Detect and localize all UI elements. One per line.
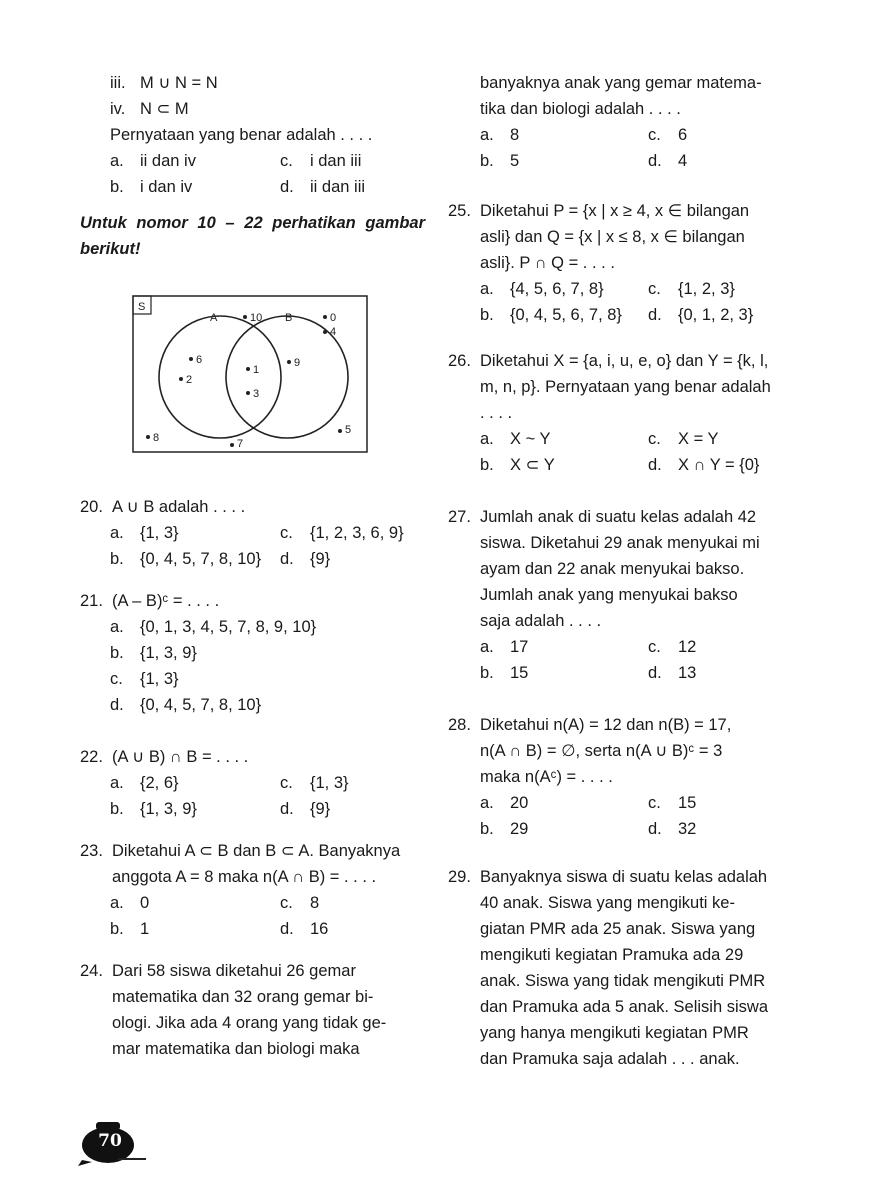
element-9: 9 (294, 357, 301, 369)
set-a-label: A (210, 312, 218, 324)
q19-options-bd: b. i dan iv d. ii dan iii (110, 178, 366, 196)
element-6: 6 (196, 354, 203, 366)
q20-options-bd: b. {0, 4, 5, 7, 8, 10} d. {9} (110, 550, 331, 568)
q26-stem-3: . . . . (480, 404, 513, 422)
q22-options-bd: b. {1, 3, 9} d. {9} (110, 800, 331, 818)
q26-options-bd: b. X ⊂ Y d. X ∩ Y = {0} (480, 456, 760, 474)
q26-options-ac: a. X ~ Y c. X = Y (480, 430, 719, 448)
q25-stem-3: asli}. P ∩ Q = . . . . (480, 254, 615, 272)
q24-stem-6: tika dan biologi adalah . . . . (480, 100, 681, 118)
q27-stem-1: 27. Jumlah anak di suatu kelas adalah 42 (448, 508, 757, 526)
q28-stem-3: maka n(Aᶜ) = . . . . (480, 768, 613, 786)
q29-stem-8: dan Pramuka saja adalah . . . anak. (480, 1050, 740, 1068)
q24-options-bd: b. 5 d. 4 (480, 152, 688, 170)
q20-options-ac: a. {1, 3} c. {1, 2, 3, 6, 9} (110, 524, 404, 542)
q19-prompt: Pernyataan yang benar adalah . . . . (110, 126, 373, 144)
left-column-lower (80, 494, 425, 1062)
q21-option-a: a. {0, 1, 3, 4, 5, 7, 8, 9, 10} (110, 618, 317, 636)
page-number: 70 (98, 1131, 122, 1151)
q21-stem: 21. (A – B)ᶜ = . . . . (80, 592, 220, 610)
venn-diagram (132, 295, 372, 455)
q24-stem-3: ologi. Jika ada 4 orang yang tidak ge- (112, 1014, 387, 1032)
element-4: 4 (330, 326, 337, 338)
q29-stem-5: anak. Siswa yang tidak mengikuti PMR (480, 972, 766, 990)
q21-option-b: b. {1, 3, 9} (110, 644, 197, 662)
q24-stem-4: mar matematika dan biologi maka (112, 1040, 360, 1058)
q24-stem-5: banyaknya anak yang gemar matema- (480, 74, 762, 92)
q27-stem-4: Jumlah anak yang menyukai bakso (480, 586, 738, 604)
q27-options-ac: a. 17 c. 12 (480, 638, 697, 656)
q28-options-ac: a. 20 c. 15 (480, 794, 697, 812)
q28-stem-1: 28. Diketahui n(A) = 12 dan n(B) = 17, (448, 716, 732, 734)
q27-stem-5: saja adalah . . . . (480, 612, 602, 630)
set-a-circle (159, 316, 281, 438)
q29-stem-3: giatan PMR ada 25 anak. Siswa yang (480, 920, 756, 938)
element-0: 0 (330, 312, 337, 324)
left-column (80, 70, 425, 262)
q29-stem-6: dan Pramuka ada 5 anak. Selisih siswa (480, 998, 768, 1016)
q25-stem-1: 25. Diketahui P = {x | x ≥ 4, x ∈ bilangan (448, 202, 750, 220)
q26-stem-2: m, n, p}. Pernyataan yang benar adalah (480, 378, 771, 396)
q23-options-ac: a. 0 c. 8 (110, 894, 320, 912)
q27-stem-2: siswa. Diketahui 29 anak menyukai mi (480, 534, 760, 552)
q27-options-bd: b. 15 d. 13 (480, 664, 697, 682)
element-10: 10 (250, 312, 263, 324)
right-column (448, 70, 793, 1072)
element-3: 3 (253, 388, 260, 400)
q19-options-ac: a. ii dan iv c. i dan iii (110, 152, 362, 170)
universal-set-label: S (138, 301, 146, 313)
q21-option-c: c. {1, 3} (110, 670, 179, 688)
q29-stem-7: yang hanya mengikuti kegiatan PMR (480, 1024, 749, 1042)
q28-options-bd: b. 29 d. 32 (480, 820, 697, 838)
element-5: 5 (345, 424, 352, 436)
footer-rule (118, 1158, 146, 1160)
q25-stem-2: asli} dan Q = {x | x ≤ 8, x ∈ bilangan (480, 228, 745, 246)
q21-option-d: d. {0, 4, 5, 7, 8, 10} (110, 696, 262, 714)
q29-stem-4: mengikuti kegiatan Pramuka ada 29 (480, 946, 744, 964)
q25-options-ac: a. {4, 5, 6, 7, 8} c. {1, 2, 3} (480, 280, 735, 298)
element-8: 8 (153, 432, 160, 444)
q25-options-bd: b. {0, 4, 5, 6, 7, 8} d. {0, 1, 2, 3} (480, 306, 754, 324)
q23-stem-1: 23. Diketahui A ⊂ B dan B ⊂ A. Banyaknya (80, 842, 401, 860)
q22-stem: 22. (A ∪ B) ∩ B = . . . . (80, 748, 249, 766)
q23-stem-2: anggota A = 8 maka n(A ∩ B) = . . . . (112, 868, 377, 886)
q27-stem-3: ayam dan 22 anak menyukai bakso. (480, 560, 745, 578)
q28-stem-2: n(A ∩ B) = ∅, serta n(A ∪ B)ᶜ = 3 (480, 742, 723, 760)
q24-stem-1: 24. Dari 58 siswa diketahui 26 gemar (80, 962, 356, 980)
set-b-label: B (285, 312, 293, 324)
q22-options-ac: a. {2, 6} c. {1, 3} (110, 774, 349, 792)
q23-options-bd: b. 1 d. 16 (110, 920, 329, 938)
element-1: 1 (253, 364, 260, 376)
element-7: 7 (237, 438, 244, 450)
q20-stem: 20. A ∪ B adalah . . . . (80, 498, 246, 516)
q29-stem-2: 40 anak. Siswa yang mengikuti ke- (480, 894, 735, 912)
element-2: 2 (186, 374, 193, 386)
q19-statement-iii: iii. M ∪ N = N (110, 74, 218, 92)
instruction: Untuk nomor 10 – 22 perhatikan gambar berikut! (80, 214, 425, 258)
q26-stem-1: 26. Diketahui X = {a, i, u, e, o} dan Y = {k, l, (448, 352, 769, 370)
q19-statement-iv: iv. N ⊂ M (110, 100, 189, 118)
q29-stem-1: 29. Banyaknya siswa di suatu kelas adalah (448, 868, 768, 886)
q24-stem-2: matematika dan 32 orang gemar bi- (112, 988, 374, 1006)
q24-options-ac: a. 8 c. 6 (480, 126, 688, 144)
